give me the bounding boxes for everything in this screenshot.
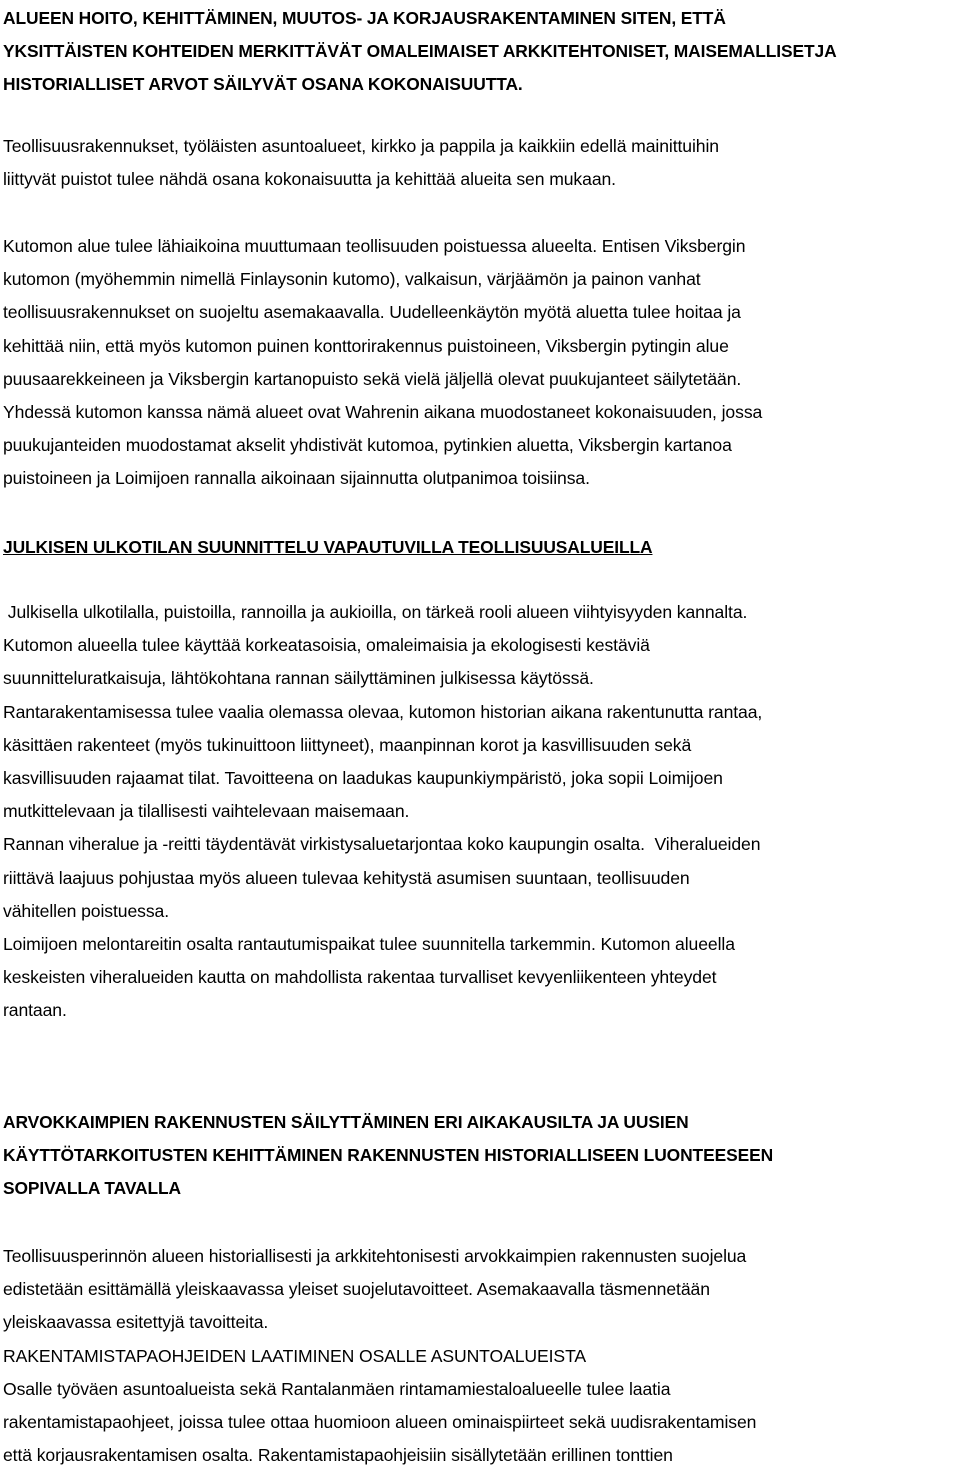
text-line: Teollisuusperinnön alueen historiallisesti ja arkkitehtonisesti arvokkaimpien rakennusten suojelua <box>3 1246 747 1266</box>
heading-line: JULKISEN ULKOTILAN SUUNNITTELU VAPAUTUVILLA TEOLLISUUSALUEILLA <box>3 537 653 557</box>
text-line: riittävä laajuus pohjustaa myös alueen tulevaa kehitystä asumisen suuntaan, teollisuuden <box>3 867 690 888</box>
text-line: puistoineen ja Loimijoen rannalla aikoinaan sijainnutta olutpanimoa toisiinsa. <box>3 468 590 489</box>
text-line: puusaarekkeineen ja Viksbergin kartanopuisto sekä vielä jäljellä olevat puukujanteet säilytetään. <box>3 368 742 389</box>
text-line: teollisuusrakennukset on suojeltu asemakaavalla. Uudelleenkäytön myötä aluetta tulee hoitaa ja <box>3 302 741 323</box>
text-line: kutomon (myöhemmin nimellä Finlaysonin kutomo), valkaisun, värjäämön ja painon vanhat <box>3 269 701 290</box>
paragraph-industrial-heritage <box>3 1240 958 1472</box>
text-line: keskeisten viheralueiden kautta on mahdollista rakentaa turvalliset kevyenliikenteen yhteydet <box>3 967 717 988</box>
text-line: käsittäen rakenteet (myös tukinuittoon liittyneet), maanpinnan korot ja kasvillisuuden sekä <box>3 734 692 755</box>
text-line: Kutomon alue tulee lähiaikoina muuttumaan teollisuuden poistuessa alueelta. Entisen Viksbergin <box>3 236 746 256</box>
text-line: Rantarakentamisessa tulee vaalia olemassa olevaa, kutomon historian aikana rakentunutta rantaa, <box>3 701 763 722</box>
text-line: puukujanteiden muodostamat akselit yhdistivät kutomoa, pytinkien aluetta, Viksbergin kartanoa <box>3 435 732 456</box>
heading-valuable-buildings <box>3 1106 958 1205</box>
text-line: suunnitteluratkaisuja, lähtökohtana rannan säilyttäminen julkisessa käytössä. <box>3 668 594 689</box>
text-line: kasvillisuuden rajaamat tilat. Tavoitteena on laadukas kaupunkiympäristö, joka sopii Loimijoen <box>3 768 723 789</box>
paragraph-public-space <box>3 596 958 1028</box>
text-line: kehittää niin, että myös kutomon puinen konttorirakennus puistoineen, Viksbergin pytingin alue <box>3 335 729 356</box>
heading-public-space <box>3 531 958 564</box>
subheading-building-guidelines: RAKENTAMISTAPAOHJEIDEN LAATIMINEN OSALLE ASUNTOALUEISTA <box>3 1345 587 1366</box>
paragraph-kutomo-area <box>3 230 958 496</box>
text-line: vähitellen poistuessa. <box>3 900 170 921</box>
text-line: Teollisuusrakennukset, työläisten asuntoalueet, kirkko ja pappila ja kaikkiin edellä mainittuihin <box>3 136 719 156</box>
heading-line: ARVOKKAIMPIEN RAKENNUSTEN SÄILYTTÄMINEN ERI AIKAKAUSILTA JA UUSIEN <box>3 1112 689 1132</box>
text-line: liittyvät puistot tulee nähdä osana kokonaisuutta ja kehittää alueita sen mukaan. <box>3 169 616 190</box>
text-line: yleiskaavassa esitettyjä tavoitteita. <box>3 1312 269 1333</box>
paragraph-industrial-buildings <box>3 130 958 196</box>
text-line: edistetään esittämällä yleiskaavassa yleiset suojelutavoitteet. Asemakaavalla täsmennetään <box>3 1279 710 1300</box>
heading-line: SOPIVALLA TAVALLA <box>3 1178 181 1198</box>
heading-line: KÄYTTÖTARKOITUSTEN KEHITTÄMINEN RAKENNUSTEN HISTORIALLISEEN LUONTEESEEN <box>3 1145 774 1165</box>
text-line: rakentamistapaohjeet, joissa tulee ottaa huomioon alueen ominaispiirteet sekä uudisrakentamisen <box>3 1412 757 1433</box>
text-line: Yhdessä kutomon kanssa nämä alueet ovat Wahrenin aikana muodostaneet kokonaisuuden, jossa <box>3 402 763 423</box>
text-line: Osalle työväen asuntoalueista sekä Rantalanmäen rintamamiestaloalueelle tulee laatia <box>3 1378 671 1399</box>
text-line: Kutomon alueella tulee käyttää korkeatasoisia, omaleimaisia ja ekologisesti kestäviä <box>3 635 650 656</box>
text-line: rantaan. <box>3 1000 67 1021</box>
heading-line: YKSITTÄISTEN KOHTEIDEN MERKITTÄVÄT OMALEIMAISET ARKKITEHTONISET, MAISEMALLISETJA <box>3 41 837 61</box>
text-line: Rannan viheralue ja -reitti täydentävät virkistysaluetarjontaa koko kaupungin osalta. Viheralueiden <box>3 834 761 855</box>
heading-line: HISTORIALLISET ARVOT SÄILYVÄT OSANA KOKONAISUUTTA. <box>3 74 523 94</box>
text-line: että korjausrakentamisen osalta. Rakentamistapaohjeisiin sisällytetään erillinen tonttien <box>3 1445 673 1466</box>
heading-line: ALUEEN HOITO, KEHITTÄMINEN, MUUTOS- JA KORJAUSRAKENTAMINEN SITEN, ETTÄ <box>3 8 726 28</box>
heading-area-care <box>3 2 958 101</box>
text-line: Loimijoen melontareitin osalta rantautumispaikat tulee suunnitella tarkemmin. Kutomon alueella <box>3 934 735 955</box>
text-line: mutkittelevaan ja tilallisesti vaihtelevaan maisemaan. <box>3 801 410 822</box>
text-line: Julkisella ulkotilalla, puistoilla, rannoilla ja aukioilla, on tärkeä rooli alueen viihtyisyyden kannalta. <box>3 602 748 622</box>
